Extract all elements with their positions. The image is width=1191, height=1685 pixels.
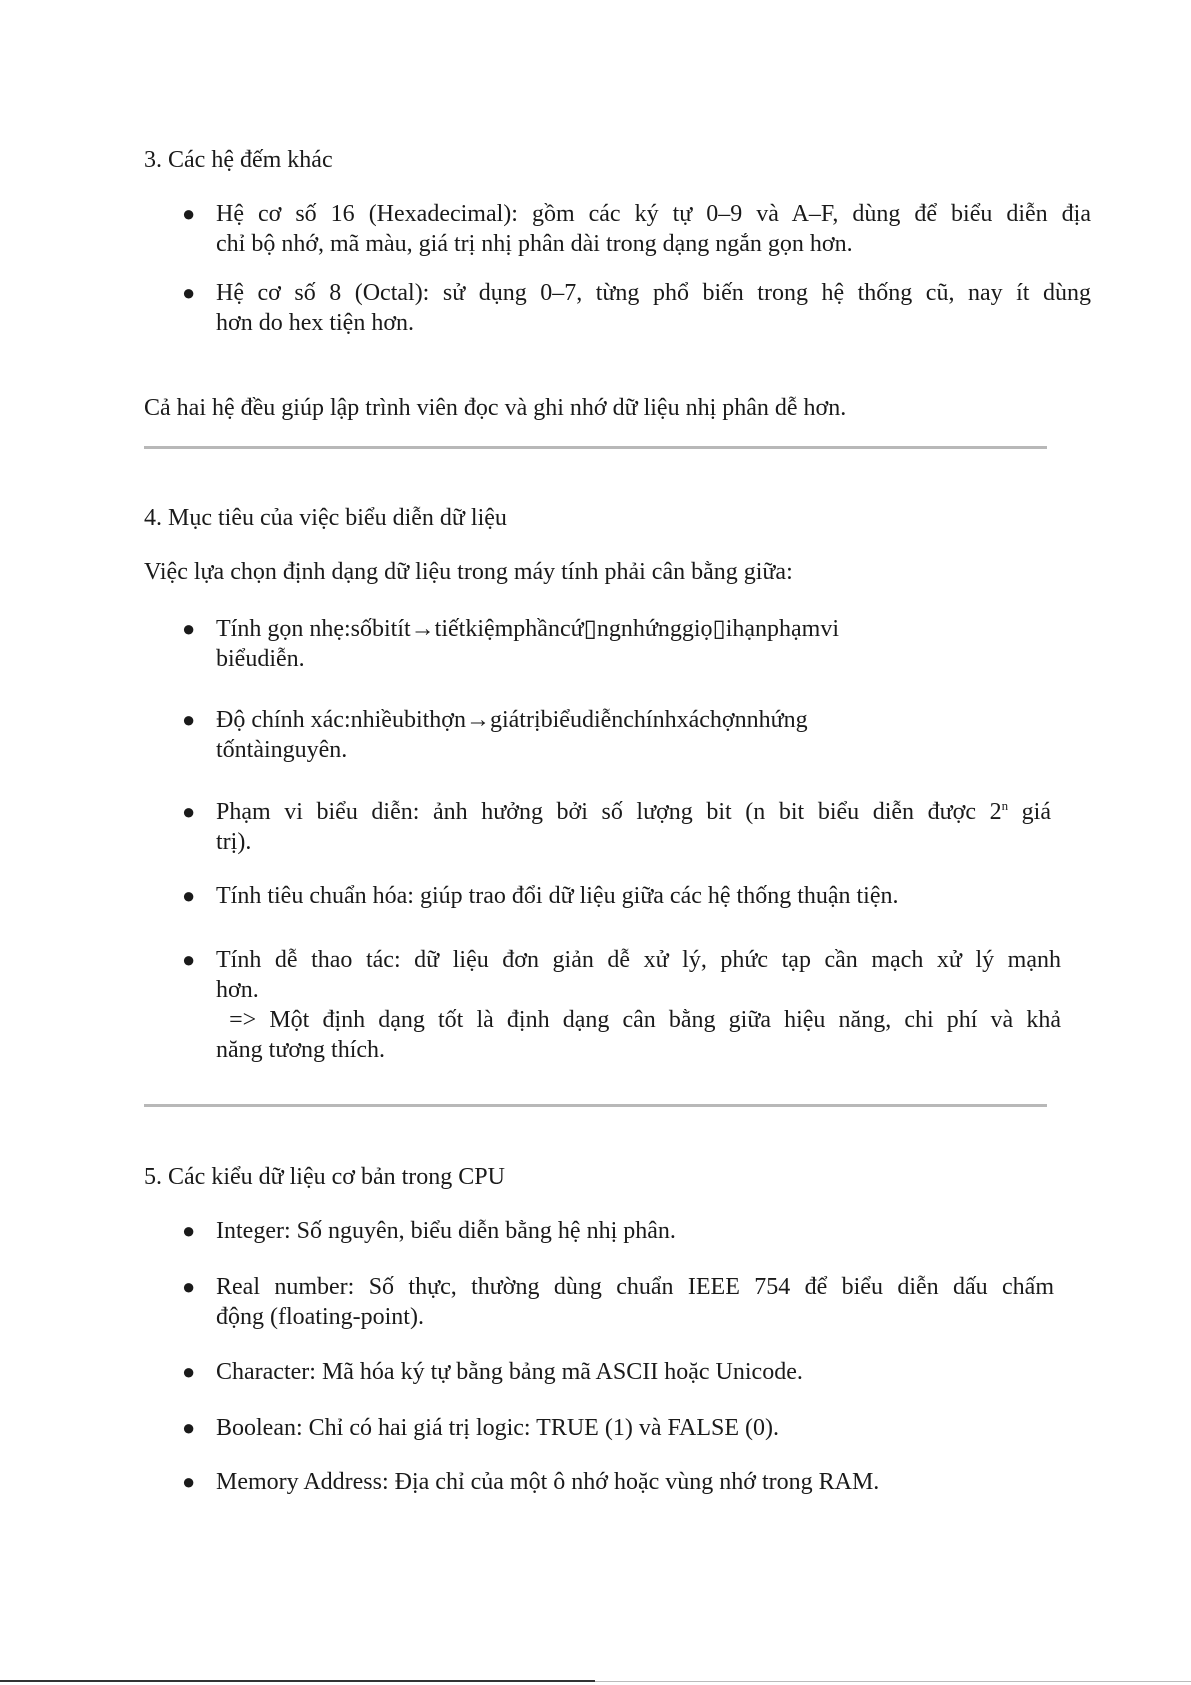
section-4-item-manipulation xyxy=(216,945,1061,1065)
section-3-item-octal xyxy=(216,278,1091,338)
item-line: Tính tiêu chuẩn hóa: giúp trao đổi dữ liệu giữa các hệ thống thuận tiện. xyxy=(216,883,899,909)
section-5-item-address xyxy=(216,1467,1054,1497)
bullet-glyph: ● xyxy=(182,1469,196,1494)
item-line: Tính gọn nhẹ:sốbitít→tiếtkiệmphầncứ▯ngnhứnggiọ▯ihạnphạmvi xyxy=(216,616,840,642)
page-bottom-edge xyxy=(0,1680,595,1682)
bullet-glyph: ● xyxy=(182,947,196,972)
page-bottom-edge xyxy=(595,1681,1191,1682)
item-line: Memory Address: Địa chỉ của một ô nhớ hoặc vùng nhớ trong RAM. xyxy=(216,1469,880,1495)
bullet-glyph: ● xyxy=(182,1359,196,1384)
section-4-item-range xyxy=(216,797,1051,857)
section-5-item-boolean xyxy=(216,1413,1054,1443)
bullet-glyph: ● xyxy=(182,280,196,305)
section-4-item-precision xyxy=(216,705,916,765)
item-line: hơn do hex tiện hơn. xyxy=(216,310,415,336)
section-4-intro: Việc lựa chọn định dạng dữ liệu trong máy tính phải cân bằng giữa: xyxy=(144,559,793,585)
item-line: động (floating-point). xyxy=(216,1304,424,1330)
superscript: n xyxy=(1001,798,1009,813)
item-line xyxy=(216,797,1051,827)
bullet-glyph: ● xyxy=(182,1218,196,1243)
section-3-item-hex xyxy=(216,199,1091,259)
item-line: Real number: Số thực, thường dùng chuẩn IEEE 754 để biểu diễn dấu chấm xyxy=(216,1274,1054,1300)
item-line: Hệ cơ số 8 (Octal): sử dụng 0–7, từng phổ biến trong hệ thống cũ, nay ít dùng xyxy=(216,280,1091,306)
section-4-item-standard xyxy=(216,881,1076,911)
item-line: Boolean: Chỉ có hai giá trị logic: TRUE (1) và FALSE (0). xyxy=(216,1415,780,1441)
section-3-summary: Cả hai hệ đều giúp lập trình viên đọc và ghi nhớ dữ liệu nhị phân dễ hơn. xyxy=(144,395,847,421)
section-5-item-character xyxy=(216,1357,1054,1387)
section-4-item-compact xyxy=(216,614,916,674)
section-divider xyxy=(144,1104,1047,1107)
item-line: Hệ cơ số 16 (Hexadecimal): gồm các ký tự 0–9 và A–F, dùng để biểu diễn địa xyxy=(216,201,1091,227)
item-line: trị). xyxy=(216,829,252,855)
item-line: năng tương thích. xyxy=(216,1037,386,1063)
item-line: Độ chính xác:nhiềubithợn→giátrịbiểudiễnchínhxáchợnnhứng xyxy=(216,707,808,733)
bullet-glyph: ● xyxy=(182,1274,196,1299)
section-5-title: 5. Các kiểu dữ liệu cơ bản trong CPU xyxy=(144,1164,505,1190)
item-line: hơn. xyxy=(216,977,259,1003)
item-line: Character: Mã hóa ký tự bằng bảng mã ASCII hoặc Unicode. xyxy=(216,1359,803,1385)
bullet-glyph: ● xyxy=(182,799,196,824)
section-4-title: 4. Mục tiêu của việc biểu diễn dữ liệu xyxy=(144,505,507,531)
section-5-item-integer xyxy=(216,1216,1036,1246)
item-line: biểudiễn. xyxy=(216,646,305,672)
item-line: => Một định dạng tốt là định dạng cân bằng giữa hiệu năng, chi phí và khả xyxy=(216,1007,1061,1033)
item-line: Tính dễ thao tác: dữ liệu đơn giản dễ xử lý, phức tạp cần mạch xử lý mạnh xyxy=(216,947,1061,973)
item-line: tốntàinguyên. xyxy=(216,737,348,763)
bullet-glyph: ● xyxy=(182,883,196,908)
bullet-glyph: ● xyxy=(182,616,196,641)
section-divider xyxy=(144,446,1047,449)
section-5-item-real xyxy=(216,1272,1054,1332)
bullet-glyph: ● xyxy=(182,707,196,732)
section-3-title: 3. Các hệ đếm khác xyxy=(144,147,333,173)
item-line: chỉ bộ nhớ, mã màu, giá trị nhị phân dài trong dạng ngắn gọn hơn. xyxy=(216,231,853,257)
bullet-glyph: ● xyxy=(182,201,196,226)
item-line: Integer: Số nguyên, biểu diễn bằng hệ nhị phân. xyxy=(216,1218,676,1244)
item-text: Phạm vi biểu diễn: ảnh hưởng bởi số lượng bit (n bit biểu diễn được 2 xyxy=(216,799,1002,825)
bullet-glyph: ● xyxy=(182,1415,196,1440)
item-text: giá xyxy=(1008,799,1052,825)
